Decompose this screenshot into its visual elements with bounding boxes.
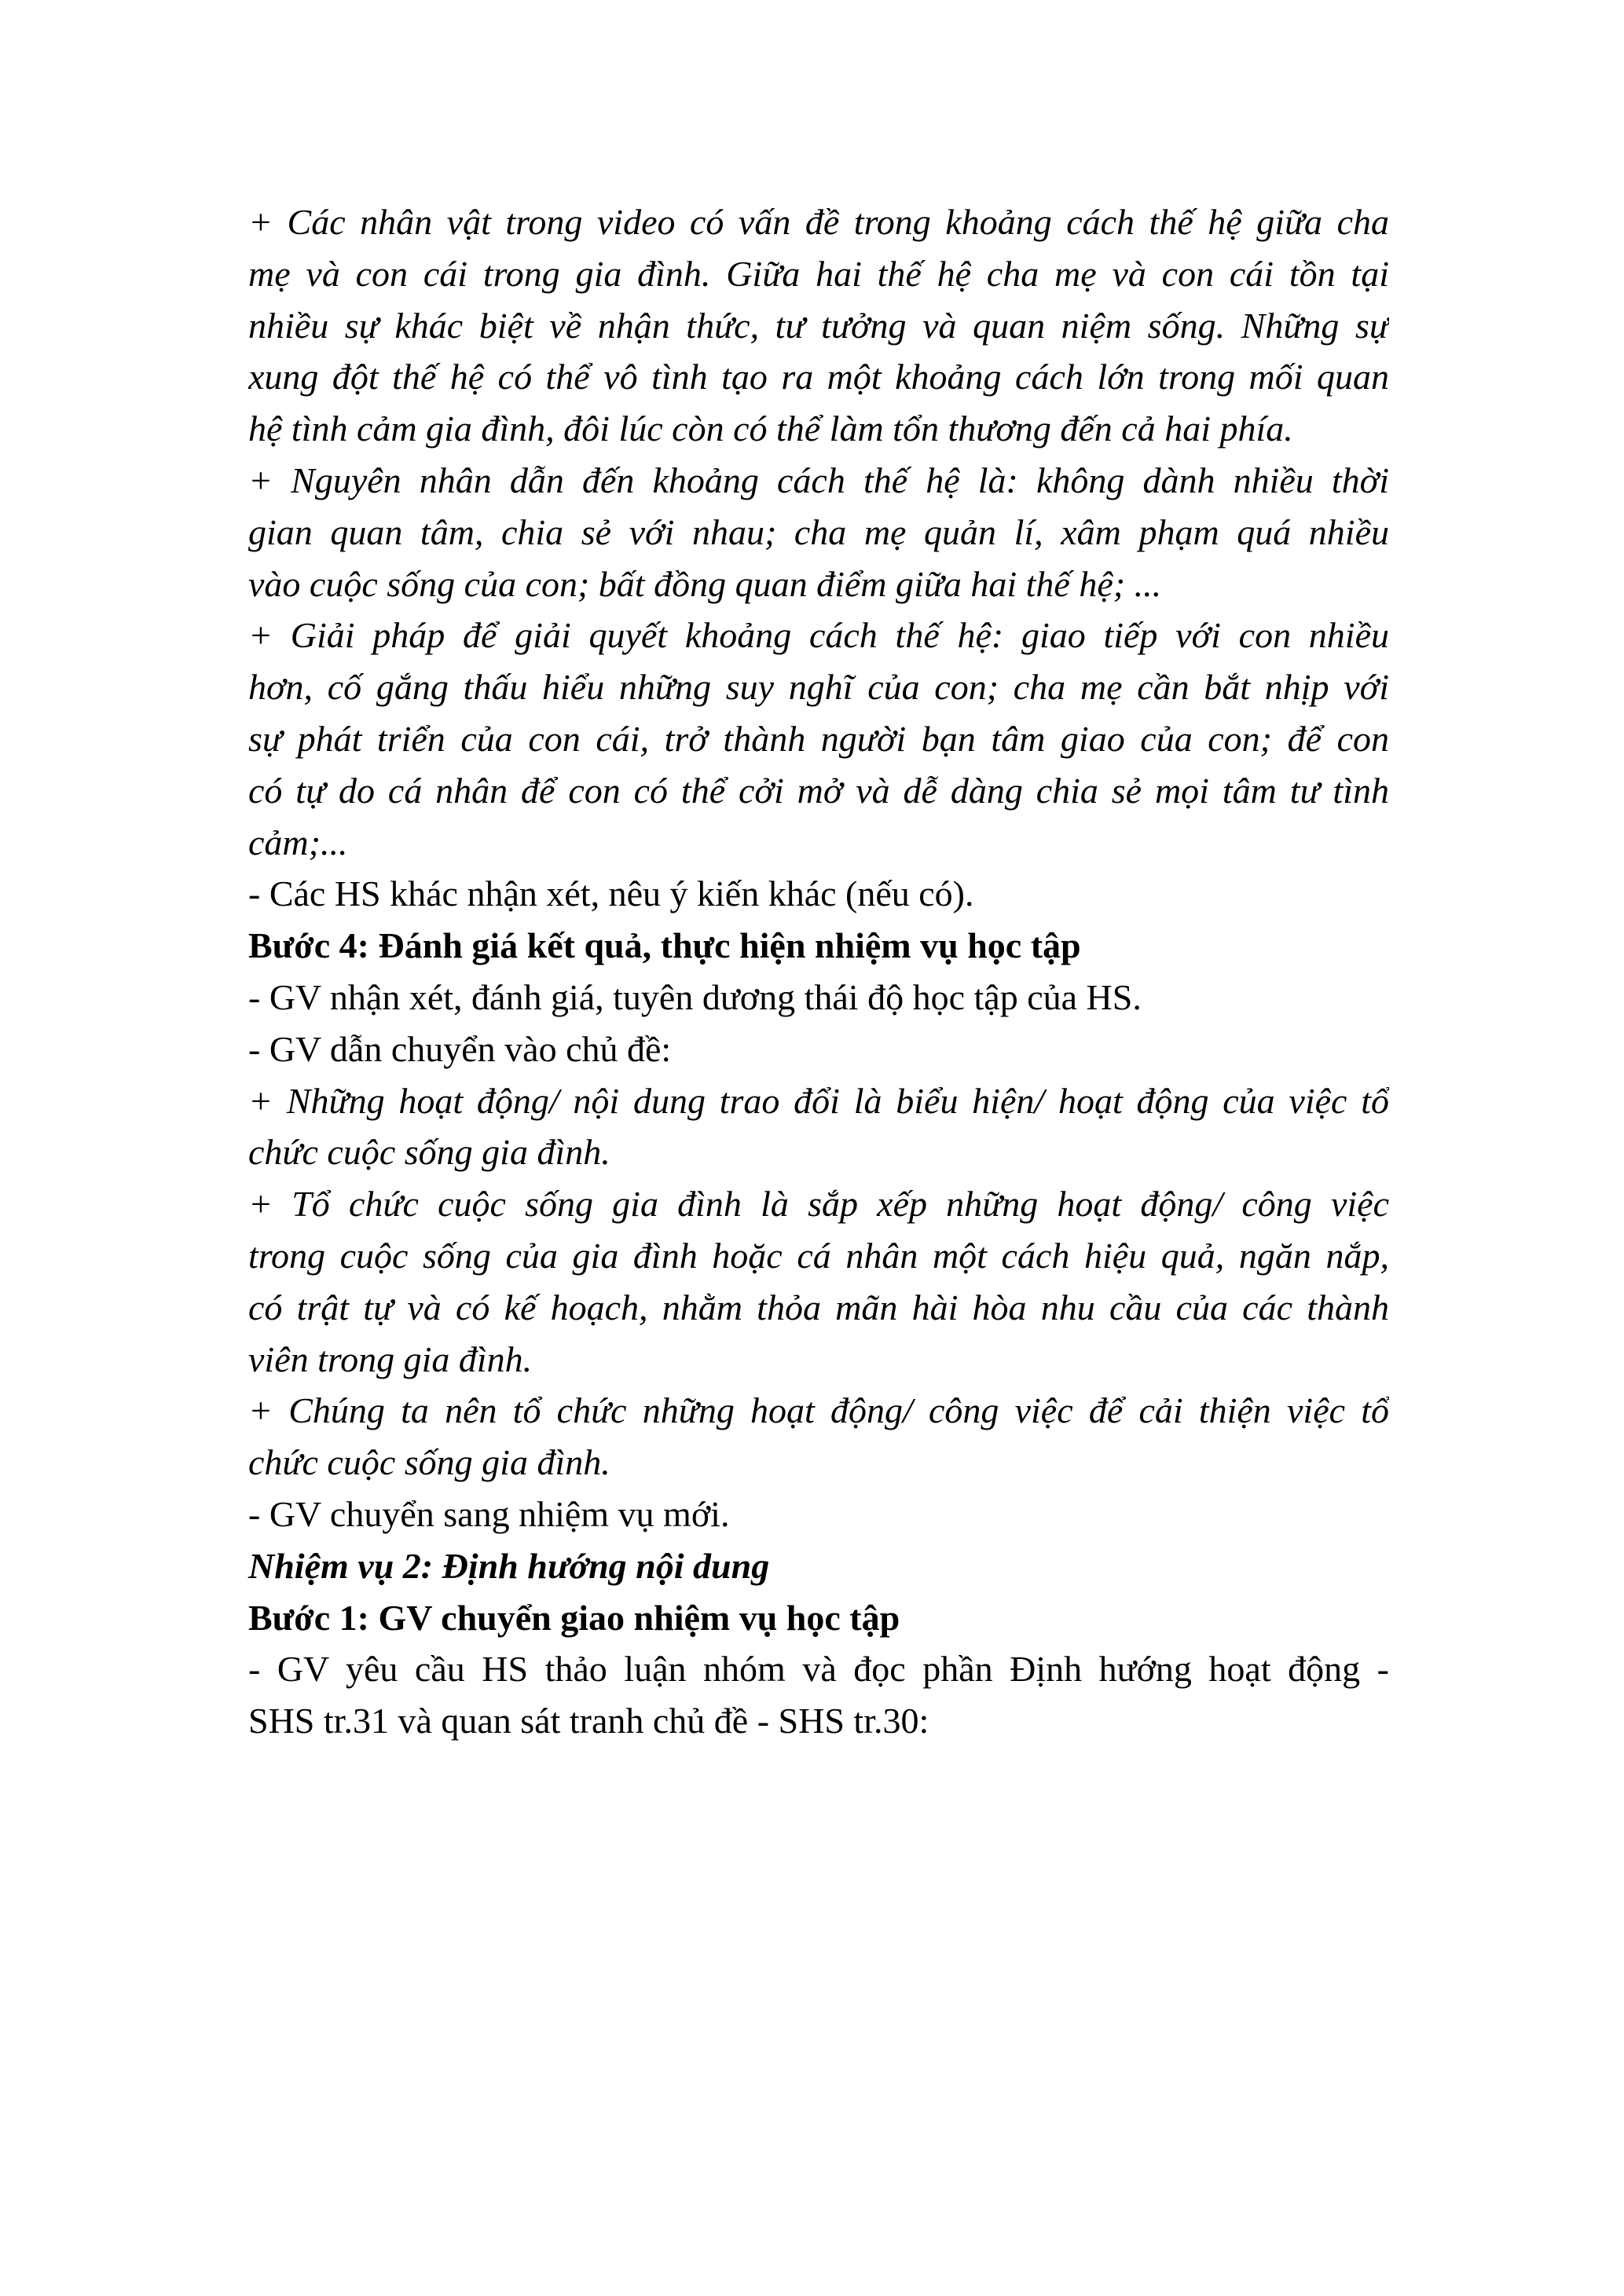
text-line: - GV yêu cầu HS thảo luận nhóm và đọc phần Định hướng hoạt động - xyxy=(248,1649,1389,1690)
text-line: - GV chuyển sang nhiệm vụ mới. xyxy=(248,1493,730,1534)
text-line: chức cuộc sống gia đình. xyxy=(248,1442,610,1483)
text-line: có tự do cá nhân để con có thể cởi mở và dễ dàng chia sẻ mọi tâm tư tình xyxy=(248,770,1389,811)
text-line: nhiều sự khác biệt về nhận thức, tư tưởng và quan niệm sống. Những sự xyxy=(248,305,1389,346)
document-page xyxy=(248,196,1389,1747)
text-line: hơn, cố gắng thấu hiểu những suy nghĩ của con; cha mẹ cần bắt nhịp với xyxy=(248,667,1389,708)
text-line: + Tổ chức cuộc sống gia đình là sắp xếp những hoạt động/ công việc xyxy=(248,1184,1389,1225)
text-line: + Những hoạt động/ nội dung trao đổi là biểu hiện/ hoạt động của việc tổ xyxy=(248,1080,1389,1121)
text-line: + Chúng ta nên tổ chức những hoạt động/ công việc để cải thiện việc tổ xyxy=(248,1390,1389,1431)
text-line: viên trong gia đình. xyxy=(248,1338,533,1379)
text-line: - Các HS khác nhận xét, nêu ý kiến khác (nếu có). xyxy=(248,873,974,914)
section-heading: Bước 1: GV chuyển giao nhiệm vụ học tập xyxy=(248,1597,900,1638)
text-line: sự phát triển của con cái, trở thành người bạn tâm giao của con; để con xyxy=(248,718,1389,759)
text-line: + Giải pháp để giải quyết khoảng cách thế hệ: giao tiếp với con nhiều xyxy=(248,615,1389,656)
text-line: có trật tự và có kế hoạch, nhằm thỏa mãn hài hòa nhu cầu của các thành xyxy=(248,1287,1389,1327)
text-line: vào cuộc sống của con; bất đồng quan điểm giữa hai thế hệ; ... xyxy=(248,563,1162,604)
text-line: - GV dẫn chuyển vào chủ đề: xyxy=(248,1028,672,1069)
text-line: + Các nhân vật trong video có vấn đề trong khoảng cách thế hệ giữa cha xyxy=(248,202,1389,242)
text-line: SHS tr.31 và quan sát tranh chủ đề - SHS tr.30: xyxy=(248,1701,929,1741)
task-heading: Nhiệm vụ 2: Định hướng nội dung xyxy=(248,1545,770,1586)
text-line: mẹ và con cái trong gia đình. Giữa hai thế hệ cha mẹ và con cái tồn tại xyxy=(248,253,1389,294)
text-line: gian quan tâm, chia sẻ với nhau; cha mẹ quản lí, xâm phạm quá nhiều xyxy=(248,511,1389,552)
text-line: chức cuộc sống gia đình. xyxy=(248,1132,610,1173)
text-line: cảm;... xyxy=(248,822,348,862)
text-line: trong cuộc sống của gia đình hoặc cá nhân một cách hiệu quả, ngăn nắp, xyxy=(248,1235,1389,1276)
text-line: - GV nhận xét, đánh giá, tuyên dương thái độ học tập của HS. xyxy=(248,976,1142,1017)
text-line: hệ tình cảm gia đình, đôi lúc còn có thể làm tổn thương đến cả hai phía. xyxy=(248,408,1293,449)
text-line: + Nguyên nhân dẫn đến khoảng cách thế hệ là: không dành nhiều thời xyxy=(248,460,1389,500)
section-heading: Bước 4: Đánh giá kết quả, thực hiện nhiệm vụ học tập xyxy=(248,925,1081,966)
text-line: xung đột thế hệ có thể vô tình tạo ra một khoảng cách lớn trong mối quan xyxy=(248,357,1389,397)
